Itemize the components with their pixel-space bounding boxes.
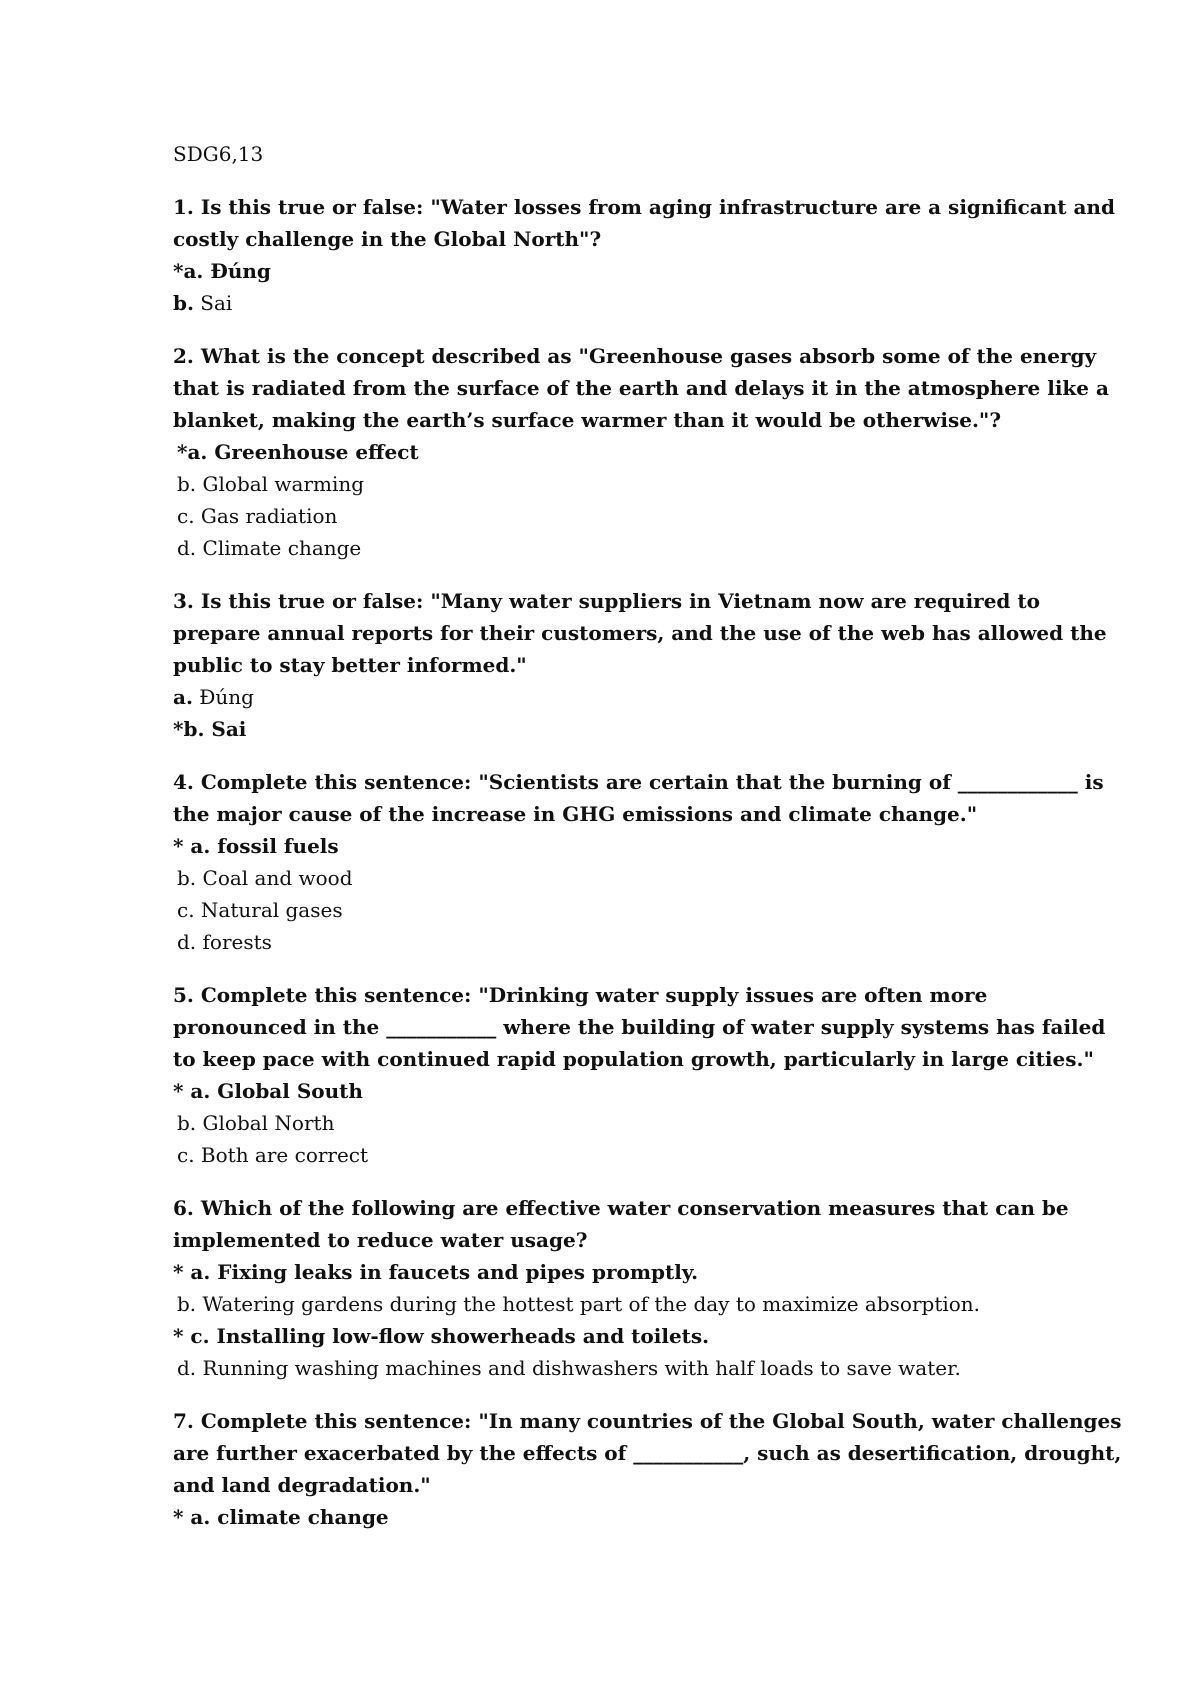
answer-option: b. Sai — [173, 291, 233, 315]
question-text: 2. What is the concept described as "Greenhouse gases absorb some of the energy that is radiated from the surface of the earth and delays it in the atmosphere like a blanket, making the earth’s surface warmer than it would be otherwise."? — [173, 344, 1109, 432]
answer-option-correct: *b. Sai — [173, 717, 247, 741]
question-text: 4. Complete this sentence: "Scientists are certain that the burning of ____________ is the major cause of the increase in GHG emissions and climate change." — [173, 770, 1104, 826]
document-page — [173, 138, 1123, 1554]
question-5 — [173, 979, 1123, 1171]
question-text: 1. Is this true or false: "Water losses from aging infrastructure are a significant and costly challenge in the Global North"? — [173, 195, 1115, 251]
answer-option-correct: * a. fossil fuels — [173, 834, 339, 858]
answer-option-correct: *a. Greenhouse effect — [177, 440, 419, 464]
question-1 — [173, 191, 1123, 319]
answer-option: d. Climate change — [177, 536, 362, 560]
answer-option: a. Đúng — [173, 685, 254, 709]
answer-option-correct: *a. Đúng — [173, 259, 271, 283]
question-text: 7. Complete this sentence: "In many countries of the Global South, water challenges are further exacerbated by the effects of ___________, such as desertification, drought, and land degradation." — [173, 1409, 1122, 1497]
question-4 — [173, 766, 1123, 958]
answer-option: b. Global North — [177, 1111, 335, 1135]
answer-option: b. Watering gardens during the hottest part of the day to maximize absorption. — [177, 1292, 981, 1316]
answer-option: c. Both are correct — [177, 1143, 369, 1167]
answer-option: d. forests — [177, 930, 272, 954]
answer-option: b. Coal and wood — [177, 866, 353, 890]
answer-option: c. Gas radiation — [177, 504, 338, 528]
answer-option-correct: * c. Installing low-flow showerheads and toilets. — [173, 1324, 710, 1348]
answer-option-correct: * a. Fixing leaks in faucets and pipes promptly. — [173, 1260, 699, 1284]
document-title: SDG6,13 — [173, 142, 264, 166]
answer-option: c. Natural gases — [177, 898, 343, 922]
question-3 — [173, 585, 1123, 745]
question-2 — [173, 340, 1123, 564]
question-text: 5. Complete this sentence: "Drinking water supply issues are often more pronounced in the ___________ where the building of water supply systems has failed to keep pace with continued rapid population growth, particularly in large cities." — [173, 983, 1106, 1071]
question-7 — [173, 1405, 1123, 1533]
question-text: 6. Which of the following are effective water conservation measures that can be implemented to reduce water usage? — [173, 1196, 1069, 1252]
question-6 — [173, 1192, 1123, 1384]
answer-option: d. Running washing machines and dishwashers with half loads to save water. — [177, 1356, 961, 1380]
answer-option-correct: * a. Global South — [173, 1079, 363, 1103]
answer-option-correct: * a. climate change — [173, 1505, 389, 1529]
answer-option: b. Global warming — [177, 472, 365, 496]
question-text: 3. Is this true or false: "Many water suppliers in Vietnam now are required to prepare annual reports for their customers, and the use of the web has allowed the public to stay better informed." — [173, 589, 1107, 677]
